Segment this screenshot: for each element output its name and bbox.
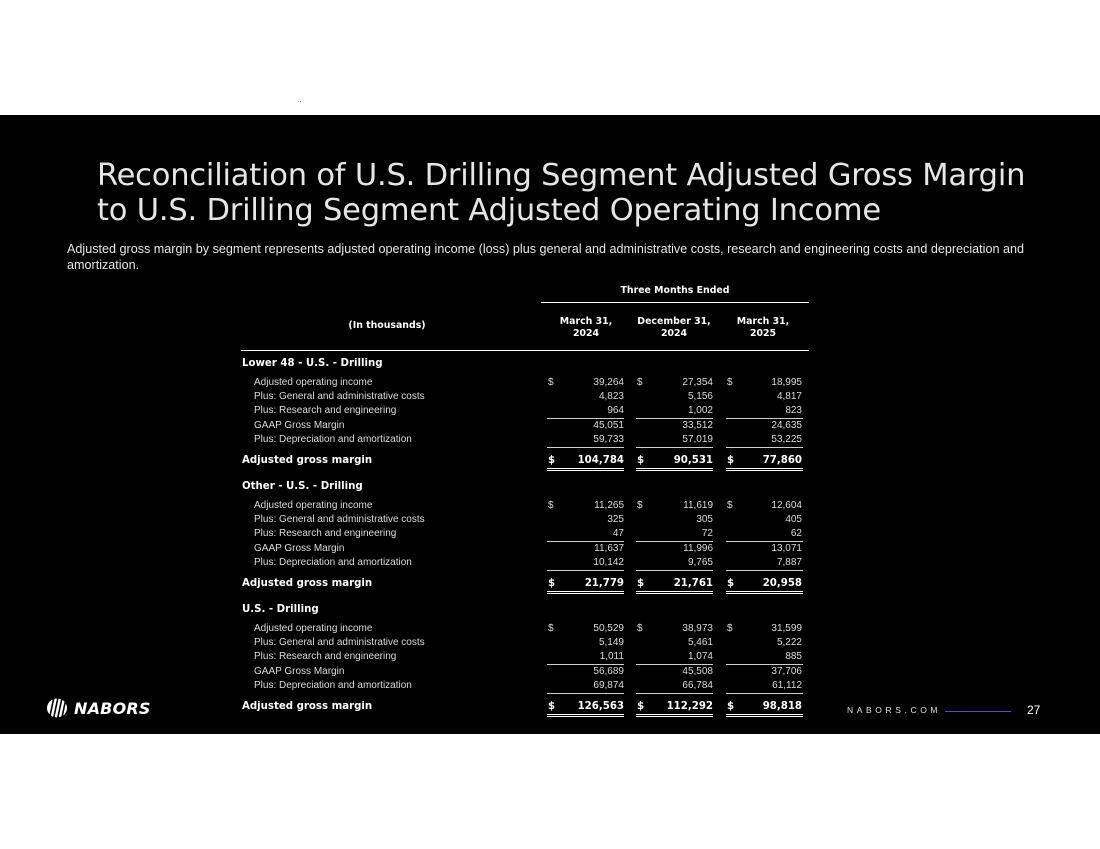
subtotal-rule bbox=[636, 570, 713, 571]
row-label: Plus: General and administrative costs bbox=[254, 514, 425, 525]
table-row bbox=[0, 513, 1100, 527]
row-label: Plus: General and administrative costs bbox=[254, 391, 425, 402]
row-label: Plus: General and administrative costs bbox=[254, 637, 425, 648]
units-header: (In thousands) bbox=[348, 320, 426, 331]
currency-symbol: $ bbox=[727, 500, 733, 511]
total-value: 21,779 bbox=[584, 578, 624, 589]
column-header-3 bbox=[722, 316, 804, 340]
row-label: Plus: Depreciation and amortization bbox=[254, 680, 412, 691]
currency-symbol: $ bbox=[637, 623, 643, 634]
cell-value: 964 bbox=[607, 405, 624, 416]
stray-dot bbox=[300, 101, 301, 102]
period-header: Three Months Ended bbox=[620, 285, 730, 296]
total-double-rule bbox=[726, 468, 803, 471]
row-label: GAAP Gross Margin bbox=[254, 420, 345, 431]
total-double-rule bbox=[636, 591, 713, 594]
column-header-1 bbox=[545, 316, 627, 340]
table-row bbox=[0, 636, 1100, 650]
cell-value: 24,635 bbox=[771, 420, 802, 431]
cell-value: 1,074 bbox=[687, 651, 713, 662]
column-header-1-line2: 2024 bbox=[572, 328, 600, 339]
table-row bbox=[0, 376, 1100, 390]
cell-value: 62 bbox=[790, 528, 802, 539]
cell-value: 45,051 bbox=[593, 420, 624, 431]
cell-value: 61,112 bbox=[772, 680, 802, 691]
table-row bbox=[0, 556, 1100, 570]
cell-value: 13,071 bbox=[771, 543, 802, 554]
cell-value: 38,973 bbox=[682, 623, 713, 634]
cell-value: 405 bbox=[785, 514, 802, 525]
total-label: Adjusted gross margin bbox=[242, 701, 373, 712]
cell-value: 66,784 bbox=[682, 680, 713, 691]
table-row bbox=[0, 419, 1100, 433]
cell-value: 31,599 bbox=[771, 623, 802, 634]
row-label: Adjusted operating income bbox=[254, 623, 373, 634]
table-row bbox=[0, 433, 1100, 447]
period-header-rule bbox=[541, 302, 809, 303]
cell-value: 57,019 bbox=[682, 434, 713, 445]
cell-value: 1,011 bbox=[599, 651, 624, 662]
total-label: Adjusted gross margin bbox=[242, 578, 373, 589]
logo-wordmark: NABORS bbox=[74, 698, 151, 718]
total-value: 90,531 bbox=[673, 455, 713, 466]
cell-value: 12,604 bbox=[771, 500, 802, 511]
row-label: Plus: Research and engineering bbox=[254, 405, 397, 416]
currency-symbol: $ bbox=[548, 578, 556, 589]
section-heading-row bbox=[0, 480, 1100, 494]
cell-value: 50,529 bbox=[593, 623, 624, 634]
currency-symbol: $ bbox=[727, 455, 735, 466]
cell-value: 4,817 bbox=[776, 391, 802, 402]
row-label: Plus: Depreciation and amortization bbox=[254, 557, 412, 568]
cell-value: 11,619 bbox=[683, 500, 713, 511]
currency-symbol: $ bbox=[727, 701, 735, 712]
row-label: Plus: Research and engineering bbox=[254, 651, 397, 662]
cell-value: 72 bbox=[701, 528, 713, 539]
cell-value: 1,002 bbox=[687, 405, 713, 416]
row-label: Adjusted operating income bbox=[254, 377, 373, 388]
column-header-3-line2: 2025 bbox=[749, 328, 777, 339]
currency-symbol: $ bbox=[548, 500, 554, 511]
row-label: Plus: Research and engineering bbox=[254, 528, 397, 539]
section-heading-row bbox=[0, 357, 1100, 371]
cell-value: 305 bbox=[696, 514, 713, 525]
currency-symbol: $ bbox=[727, 578, 735, 589]
nabors-logo bbox=[46, 698, 151, 718]
table-row bbox=[0, 650, 1100, 664]
cell-value: 5,149 bbox=[598, 637, 624, 648]
cell-value: 18,995 bbox=[771, 377, 802, 388]
slide-title: Reconciliation of U.S. Drilling Segment Adjusted Gross Margin to U.S. Drilling Segment Adjusted Operating Income bbox=[97, 158, 1026, 228]
cell-value: 5,222 bbox=[776, 637, 802, 648]
total-double-rule bbox=[547, 468, 624, 471]
total-value: 21,761 bbox=[673, 578, 713, 589]
total-row bbox=[0, 577, 1100, 591]
subtotal-rule bbox=[636, 447, 713, 448]
total-double-rule bbox=[547, 591, 624, 594]
total-value: 98,818 bbox=[762, 701, 802, 712]
row-label: GAAP Gross Margin bbox=[254, 543, 345, 554]
cell-value: 823 bbox=[785, 405, 802, 416]
header-rule bbox=[241, 350, 809, 351]
cell-value: 10,142 bbox=[593, 557, 624, 568]
subtotal-rule bbox=[636, 693, 713, 694]
section-heading: Other - U.S. - Drilling bbox=[242, 481, 363, 492]
currency-symbol: $ bbox=[548, 455, 556, 466]
row-label: GAAP Gross Margin bbox=[254, 666, 345, 677]
table-row bbox=[0, 665, 1100, 679]
table-row bbox=[0, 390, 1100, 404]
table-row bbox=[0, 622, 1100, 636]
total-value: 20,958 bbox=[762, 578, 802, 589]
slide bbox=[0, 115, 1100, 734]
currency-symbol: $ bbox=[637, 701, 645, 712]
cell-value: 37,706 bbox=[771, 666, 802, 677]
currency-symbol: $ bbox=[727, 377, 733, 388]
total-double-rule bbox=[726, 591, 803, 594]
total-double-rule bbox=[547, 714, 624, 717]
cell-value: 45,508 bbox=[682, 666, 713, 677]
cell-value: 11,996 bbox=[683, 543, 713, 554]
cell-value: 56,689 bbox=[593, 666, 624, 677]
site-url[interactable]: NABORS.COM bbox=[847, 705, 942, 715]
column-header-1-line1: March 31, bbox=[559, 316, 613, 327]
currency-symbol: $ bbox=[548, 623, 554, 634]
total-row bbox=[0, 454, 1100, 468]
section-heading-row bbox=[0, 603, 1100, 617]
cell-value: 7,887 bbox=[776, 557, 802, 568]
total-value: 104,784 bbox=[577, 455, 624, 466]
cell-value: 5,461 bbox=[687, 637, 713, 648]
subtotal-rule bbox=[547, 570, 624, 571]
cell-value: 69,874 bbox=[593, 680, 624, 691]
total-value: 112,292 bbox=[666, 701, 713, 712]
cell-value: 47 bbox=[612, 528, 624, 539]
cell-value: 39,264 bbox=[593, 377, 624, 388]
cell-value: 11,637 bbox=[594, 543, 624, 554]
column-header-2-line2: 2024 bbox=[660, 328, 688, 339]
table-row bbox=[0, 542, 1100, 556]
section-heading: Lower 48 - U.S. - Drilling bbox=[242, 358, 383, 369]
cell-value: 27,354 bbox=[682, 377, 713, 388]
cell-value: 33,512 bbox=[682, 420, 713, 431]
accent-rule bbox=[945, 711, 1011, 712]
table-row bbox=[0, 404, 1100, 418]
column-header-2 bbox=[633, 316, 715, 340]
total-value: 77,860 bbox=[762, 455, 802, 466]
cell-value: 11,265 bbox=[594, 500, 624, 511]
cell-value: 885 bbox=[785, 651, 802, 662]
total-double-rule bbox=[636, 714, 713, 717]
total-value: 126,563 bbox=[577, 701, 624, 712]
cell-value: 5,156 bbox=[687, 391, 713, 402]
cell-value: 325 bbox=[607, 514, 624, 525]
cell-value: 59,733 bbox=[593, 434, 624, 445]
subtotal-rule bbox=[547, 693, 624, 694]
column-header-3-line1: March 31, bbox=[736, 316, 790, 327]
total-label: Adjusted gross margin bbox=[242, 455, 373, 466]
cell-value: 4,823 bbox=[598, 391, 624, 402]
subtotal-rule bbox=[726, 447, 803, 448]
page-number: 27 bbox=[1027, 703, 1041, 717]
currency-symbol: $ bbox=[637, 455, 645, 466]
row-label: Plus: Depreciation and amortization bbox=[254, 434, 412, 445]
column-header-2-line1: December 31, bbox=[637, 316, 711, 327]
currency-symbol: $ bbox=[548, 701, 556, 712]
cell-value: 53,225 bbox=[771, 434, 802, 445]
currency-symbol: $ bbox=[637, 578, 645, 589]
table-row bbox=[0, 499, 1100, 513]
subtotal-rule bbox=[547, 447, 624, 448]
nabors-logo-icon bbox=[46, 698, 68, 718]
subtotal-rule bbox=[726, 570, 803, 571]
slide-subtitle: Adjusted gross margin by segment represents adjusted operating income (loss) plus general and administrative costs, research and engineering costs and depreciation and amortization. bbox=[67, 242, 1024, 272]
row-label: Adjusted operating income bbox=[254, 500, 373, 511]
table-row bbox=[0, 679, 1100, 693]
currency-symbol: $ bbox=[637, 377, 643, 388]
section-heading: U.S. - Drilling bbox=[242, 604, 319, 615]
subtotal-rule bbox=[726, 693, 803, 694]
table-row bbox=[0, 527, 1100, 541]
currency-symbol: $ bbox=[548, 377, 554, 388]
total-double-rule bbox=[726, 714, 803, 717]
cell-value: 9,765 bbox=[687, 557, 713, 568]
currency-symbol: $ bbox=[637, 500, 643, 511]
currency-symbol: $ bbox=[727, 623, 733, 634]
total-double-rule bbox=[636, 468, 713, 471]
